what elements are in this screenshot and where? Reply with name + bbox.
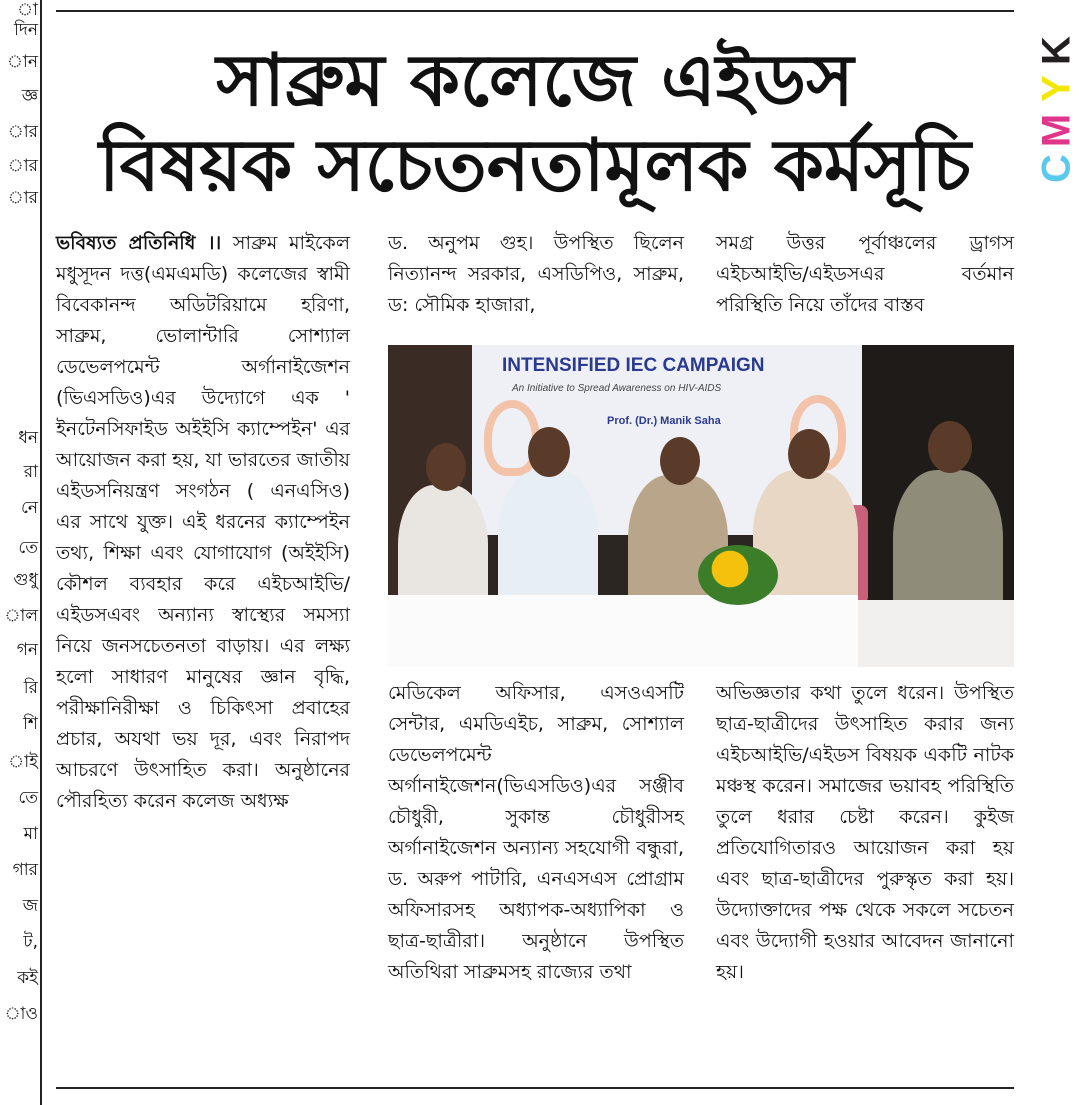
adjacent-fragment: কই — [17, 968, 38, 988]
adjacent-fragment: গুধু — [13, 570, 38, 590]
adjacent-fragment: াই — [8, 752, 38, 772]
panelist-head — [788, 429, 830, 479]
adjacent-column-fragments — [0, 0, 40, 1105]
adjacent-fragment: জ্ঞ — [21, 86, 38, 106]
headline-line-1: সাব্রুম কলেজে এইডস — [216, 38, 854, 122]
adjacent-fragment: ার — [7, 156, 38, 176]
article-column-2-bottom: মেডিকেল অফিসার, এসওএসটি সেন্টার, এমডিএইচ, সাব্রুম, সোশ্যাল ডেভেলপমেন্ট অর্গানাইজেশন(ভিএসডিও)এর সঞ্জীব চৌধুরী, সুকান্ত চৌধুরীসহ অর্গানাইজেশন অন্যান্য সহযোগী বন্ধুরা, ড. অরুপ পাটারি, এনএসএস প্রোগ্রাম অফিসারসহ অধ্যাপক-অধ্যাপিকা ও ছাত্র-ছাত্রীরা। অনুষ্ঠানে উপস্থিত অতিথিরা সাব্রুমসহ রাজ্যের তথা — [388, 682, 684, 983]
adjacent-fragment: দিন — [14, 20, 38, 40]
cmyk-m: M — [1034, 113, 1079, 148]
cmyk-y: Y — [1034, 75, 1079, 102]
panelist-head — [928, 421, 972, 473]
adjacent-fragment: ান — [7, 52, 38, 72]
panelist-head — [660, 437, 700, 485]
adjacent-fragment: াও — [4, 1004, 38, 1024]
adjacent-fragment: শি — [23, 714, 38, 734]
cmyk-k: K — [1034, 36, 1079, 65]
flower-bouquet — [698, 545, 778, 605]
adjacent-fragment: নে — [20, 498, 38, 518]
article-col1-text: সাব্রুম মাইকেল মধুসূদন দত্ত(এমএমডি) কলেজের স্বামী বিবেকানন্দ অডিটরিয়ামে হরিণা, সাব্রুম, ভোলান্টারি সোশ্যাল ডেভেলপমেন্ট অর্গানাইজেশন (ভিএসডিও)এর উদ্যোগে এক ' ইনটেনসিফাইড অইইসি ক্যাম্পেইন' এর আয়োজন করা হয়, যা ভারতের জাতীয় এইডসনিয়ন্ত্রণ সংগঠন ( এনএসিও) এর সাথে যুক্ত। এই ধরনের ক্যাম্পেইন তথ্য, শিক্ষা এবং যোগাযোগ (অইইসি) কৌশল ব্যবহার করে এইচআইভি/ এইডসএবং অন্যান্য স্বাস্থ্যের সমস্যা নিয়ে জনসচেতনতা বাড়ায়। এর লক্ষ্য হলো সাধারণ মানুষের জ্ঞান বৃদ্ধি, পরীক্ষানিরীক্ষা ও চিকিৎসা প্রবাহের প্রচার, অযথা ভয় দূর, এবং নিরাপদ আচরণে উৎসাহিত করা। অনুষ্ঠানের পৌরহিত্য করেন কলেজ অধ্যক্ষ — [56, 232, 351, 812]
event-photo — [388, 345, 1014, 667]
article-column-2-top: ড. অনুপম গুহ। উপস্থিত ছিলেন নিত্যানন্দ সরকার, এসডিপিও, সাব্রুম, ড: সৌমিক হাজারা, — [388, 232, 684, 316]
adjacent-fragment: ধন — [18, 428, 38, 448]
article-column-1 — [56, 228, 350, 1086]
adjacent-fragment: গন — [16, 640, 38, 660]
column-divider — [40, 0, 42, 1105]
cmyk-c: C — [1034, 154, 1079, 183]
adjacent-fragment: রি — [23, 678, 38, 698]
adjacent-fragment: ট, — [23, 932, 38, 952]
adjacent-fragment: ার — [7, 188, 38, 208]
banner-name: Prof. (Dr.) Manik Saha — [607, 415, 721, 427]
panelist-head — [528, 427, 570, 477]
bottom-rule — [56, 1087, 1014, 1089]
top-rule — [56, 10, 1014, 12]
cmyk-registration-mark — [1034, 28, 1079, 193]
adjacent-fragment: ার — [7, 122, 38, 142]
adjacent-fragment: া — [17, 0, 38, 20]
adjacent-fragment: জ — [22, 896, 38, 916]
tablecloth — [388, 595, 858, 667]
adjacent-fragment: রা — [23, 462, 38, 482]
adjacent-fragment: গার — [12, 860, 38, 880]
panelist-head — [426, 443, 466, 491]
article-column-3-bottom: অভিজ্ঞতার কথা তুলে ধরেন। উপস্থিত ছাত্র-ছাত্রীদের উৎসাহিত করার জন্য এইচআইভি/এইডস বিষয়ক একটি নাটক মঞ্চস্থ করেন। সমাজের ভয়াবহ পরিস্থিতি তুলে ধরার চেষ্টা করেন। কুইজ প্রতিযোগিতারও আয়োজন করা হয় এবং ছাত্র-ছাত্রীদের পুরুস্কৃত করা হয়। উদ্যোক্তাদের পক্ষ থেকে সকলে সচেতন এবং উদ্যোগী হওয়ার আবেদন জানানো হয়। — [716, 682, 1014, 983]
adjacent-fragment: মা — [23, 824, 38, 844]
banner-title: INTENSIFIED IEC CAMPAIGN — [502, 355, 765, 376]
headline-line-2: বিষয়ক সচেতনতামূলক কর্মসূচি — [99, 123, 971, 207]
banner-subtitle: An Initiative to Spread Awareness on HIV-AIDS — [512, 383, 722, 394]
article-column-3-top: সমগ্র উত্তর পূর্বাঞ্চলের ড্রাগস এইচআইভি/এইডসএর বর্তমান পরিস্থিতি নিয়ে তাঁদের বাস্তব — [716, 232, 1014, 316]
adjacent-fragment: তে — [18, 538, 38, 558]
byline: ভবিষ্যত প্রতিনিধি ।। — [56, 232, 222, 254]
adjacent-fragment: াল — [4, 606, 38, 626]
adjacent-fragment: তে — [18, 788, 38, 808]
